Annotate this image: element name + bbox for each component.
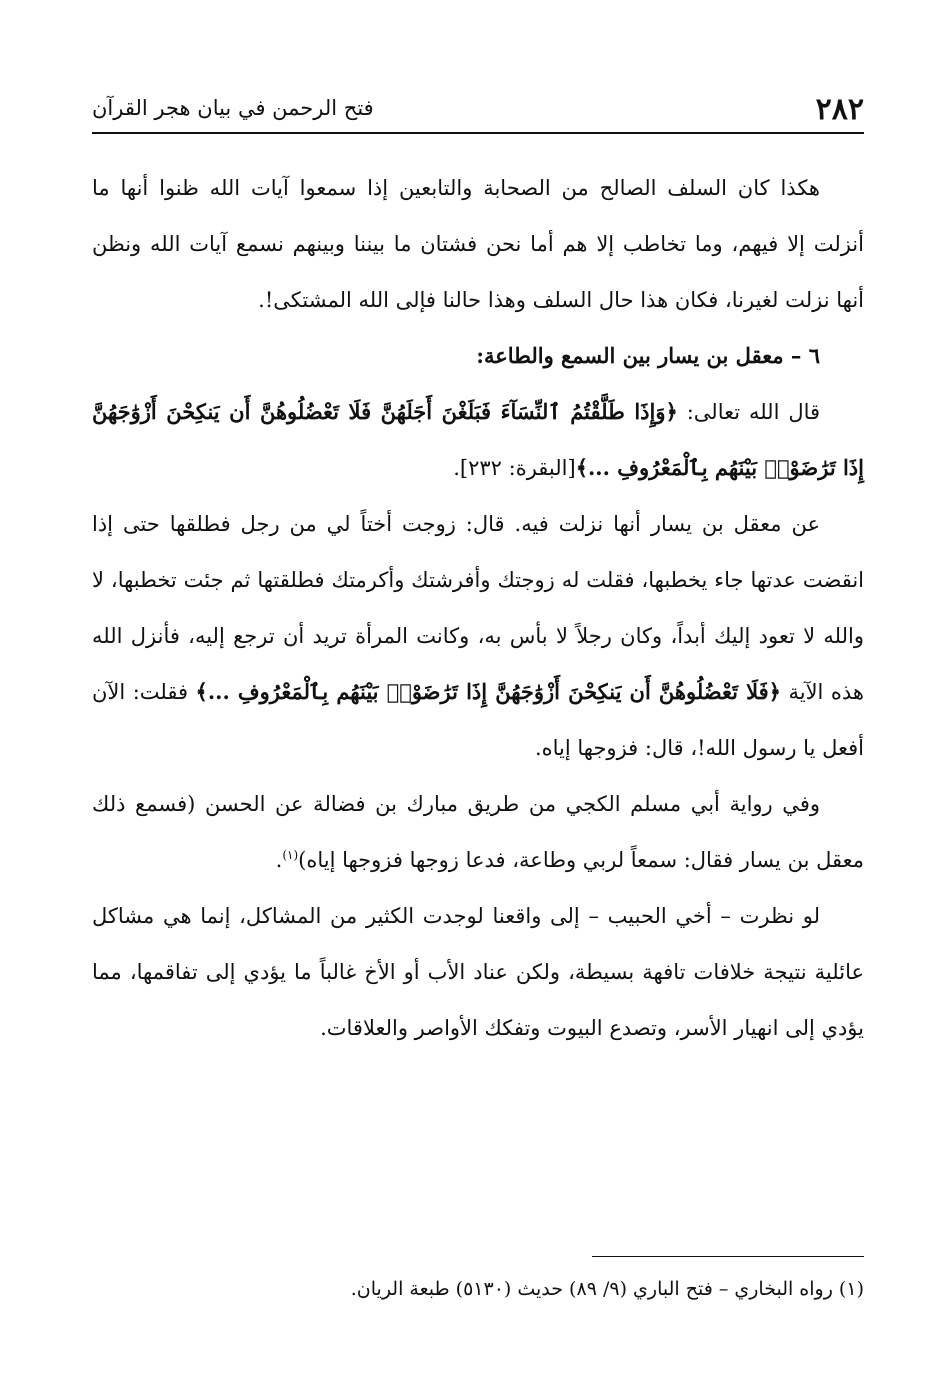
paragraph-salaf: هكذا كان السلف الصالح من الصحابة والتابعين إذا سمعوا آيات الله ظنوا أنها ما أنزلت إلا فيهم، وما تخاطب إلا هم أما نحن فشتان ما بيننا وبينهم نسمع آيات الله ونظن أنها نزلت لغيرنا، فكان هذا حال السلف وهذا حالنا فإلى الله المشتكى!. [92, 176, 864, 312]
header-rule [92, 132, 864, 134]
quran-verse-inline: ﴿فَلَا تَعْضُلُوهُنَّ أَن يَنكِحْنَ أَزْوَٰجَهُنَّ إِذَا تَرَٰضَوْا۟ بَيْنَهُم بِٱلْمَعْرُوفِ ...﴾ [195, 679, 781, 704]
paragraph-maqil-story [92, 496, 864, 776]
story-text-end: فقلت: الآن أفعل يا رسول الله!، قال: فزوجها إياه. [92, 680, 864, 760]
page-number: ٢٨٢ [815, 92, 864, 127]
footnote-rule [592, 1256, 864, 1257]
footnote-reference[interactable]: (١) [282, 848, 299, 862]
story-text-start: عن معقل بن يسار أنها نزلت فيه. قال: زوجت أختاً لي من رجل فطلقها حتى إذا انقضت عدتها جاء يخطبها، فقلت له زوجتك وأفرشتك وأكرمتك فطلقتها ثم جئت تخطبها، لا والله لا تعود إليك أبداً، وكان رجلاً لا بأس به، وكانت المرأة تريد أن ترجع إليه، فأنزل الله هذه الآية [92, 512, 864, 704]
paragraph-narration [92, 776, 864, 888]
body-text [92, 160, 864, 1056]
quran-verse: ﴿وَإِذَا طَلَّقْتُمُ ٱلنِّسَآءَ فَبَلَغْنَ أَجَلَهُنَّ فَلَا تَعْضُلُوهُنَّ أَن يَنكِحْنَ أَزْوَٰجَهُنَّ إِذَا تَرَٰضَوْا۟ بَيْنَهُم بِٱلْمَعْرُوفِ ...﴾ [92, 399, 864, 480]
footnote: (١) رواه البخاري – فتح الباري (٩/ ٨٩) حديث (٥١٣٠) طبعة الريان. [350, 1278, 864, 1300]
verse-reference: [البقرة: ٢٣٢]. [453, 456, 576, 480]
narration-text: وفي رواية أبي مسلم الكجي من طريق مبارك بن فضالة عن الحسن (فسمع ذلك معقل بن يسار فقال: سمعاً لربي وطاعة، فدعا زوجها فزوجها إياه) [92, 792, 864, 872]
page-header [92, 88, 864, 128]
section-heading: ٦ – معقل بن يسار بين السمع والطاعة: [476, 343, 820, 368]
verse-paragraph [92, 384, 864, 496]
paragraph-reflection: لو نظرت – أخي الحبيب – إلى واقعنا لوجدت الكثير من المشاكل، إنما هي مشاكل عائلية نتيجة خلافات تافهة بسيطة، ولكن عناد الأب أو الأخ غالباً ما يؤدي إلى تفاقمها، مما يؤدي إلى انهيار الأسر، وتصدع البيوت وتفكك الأواصر والعلاقات. [92, 904, 864, 1040]
narration-end: . [275, 848, 283, 872]
verse-intro: قال الله تعالى: [677, 400, 821, 424]
running-title: فتح الرحمن في بيان هجر القرآن [92, 96, 374, 120]
